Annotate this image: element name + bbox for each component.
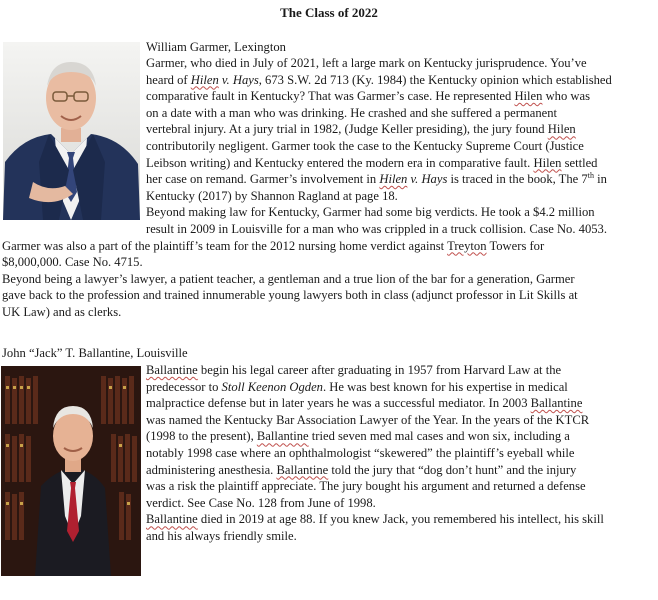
text-line: predecessor to Stoll Keenon Ogden. He was best known for his expertise in medical	[146, 379, 568, 394]
text-line: Beyond making law for Kentucky, Garmer had some big verdicts. He took a $4.2 million	[146, 205, 595, 220]
text-line: notably 1998 case where an ophthalmologist “skewered” the plaintiff’s eyeball while	[146, 446, 575, 460]
text-line: Leibson writing) and Kentucky entered the modern era in comparative fault. Hilen settled	[146, 155, 598, 170]
garmer-heading: William Garmer, Lexington	[146, 40, 286, 54]
text-line: verdict. See Case No. 128 from June of 1998.	[146, 495, 376, 510]
garmer-photo	[3, 42, 140, 220]
text-line: her case on remand. Garmer’s involvement in Hilen v. Hays is traced in the book, The 7th in	[146, 171, 607, 187]
text-line: administering anesthesia. Ballantine told the jury that “dog don’t hunt” and the injury	[146, 462, 577, 477]
text-line: on a date with a man who was drinking. He crashed and she suffered a permanent	[146, 105, 558, 120]
text-line: $8,000,000. Case No. 4715.	[2, 255, 143, 270]
text-line: vertebral injury. At a jury trial in 1982, (Judge Keller presiding), the jury found Hilen	[146, 122, 576, 137]
text-line: contributorily negligent. Garmer took the case to the Kentucky Supreme Court (Justice	[146, 139, 584, 153]
text-line: was a risk the plaintiff appreciate. The jury bought his argument and returned a defense	[146, 479, 586, 494]
text-line: result in 2009 in Louisville for a man who was crippled in a truck collision. Case No. 4053.	[146, 222, 607, 236]
page-title: The Class of 2022	[280, 5, 378, 20]
text-line: Garmer was also a part of the plaintiff’s team for the 2012 nursing home verdict against Treyton Towers for	[2, 238, 545, 253]
text-line: gave back to the profession and trained innumerable young lawyers both in class (adjunct professor in Lit Skills at	[2, 288, 578, 303]
text-line: and his always friendly smile.	[146, 529, 297, 543]
text-line: malpractice defense but in later years he was a successful mediator. In 2003 Ballantine	[146, 396, 583, 411]
text-line: Kentucky (2017) by Shannon Ragland at page 18.	[146, 188, 398, 203]
text-line: Ballantine died in 2019 at age 88. If you knew Jack, you remembered his intellect, his skill	[146, 512, 604, 527]
text-line: Ballantine begin his legal career after graduating in 1957 from Harvard Law at the	[146, 363, 562, 377]
text-line: Beyond being a lawyer’s lawyer, a patient teacher, a gentleman and a true lion of the bar for a generation, Garmer	[2, 271, 575, 286]
text-line: Garmer, who died in July of 2021, left a large mark on Kentucky jurisprudence. You’ve	[146, 56, 587, 70]
ballantine-heading: John “Jack” T. Ballantine, Louisville	[2, 346, 188, 360]
text-line: UK Law) and as clerks.	[2, 305, 122, 319]
text-line: was named the Kentucky Bar Association Lawyer of the Year. In the years of the KTCR	[146, 412, 590, 427]
ballantine-photo	[1, 366, 141, 576]
text-line: comparative fault in Kentucky? That was Garmer’s case. He represented Hilen who was	[146, 89, 591, 104]
text-line: (1998 to the present), Ballantine tried seven med mal cases and won six, including a	[146, 429, 570, 444]
text-line: heard of Hilen v. Hays, 673 S.W. 2d 713 (Ky. 1984) the Kentucky opinion which established	[146, 72, 612, 87]
